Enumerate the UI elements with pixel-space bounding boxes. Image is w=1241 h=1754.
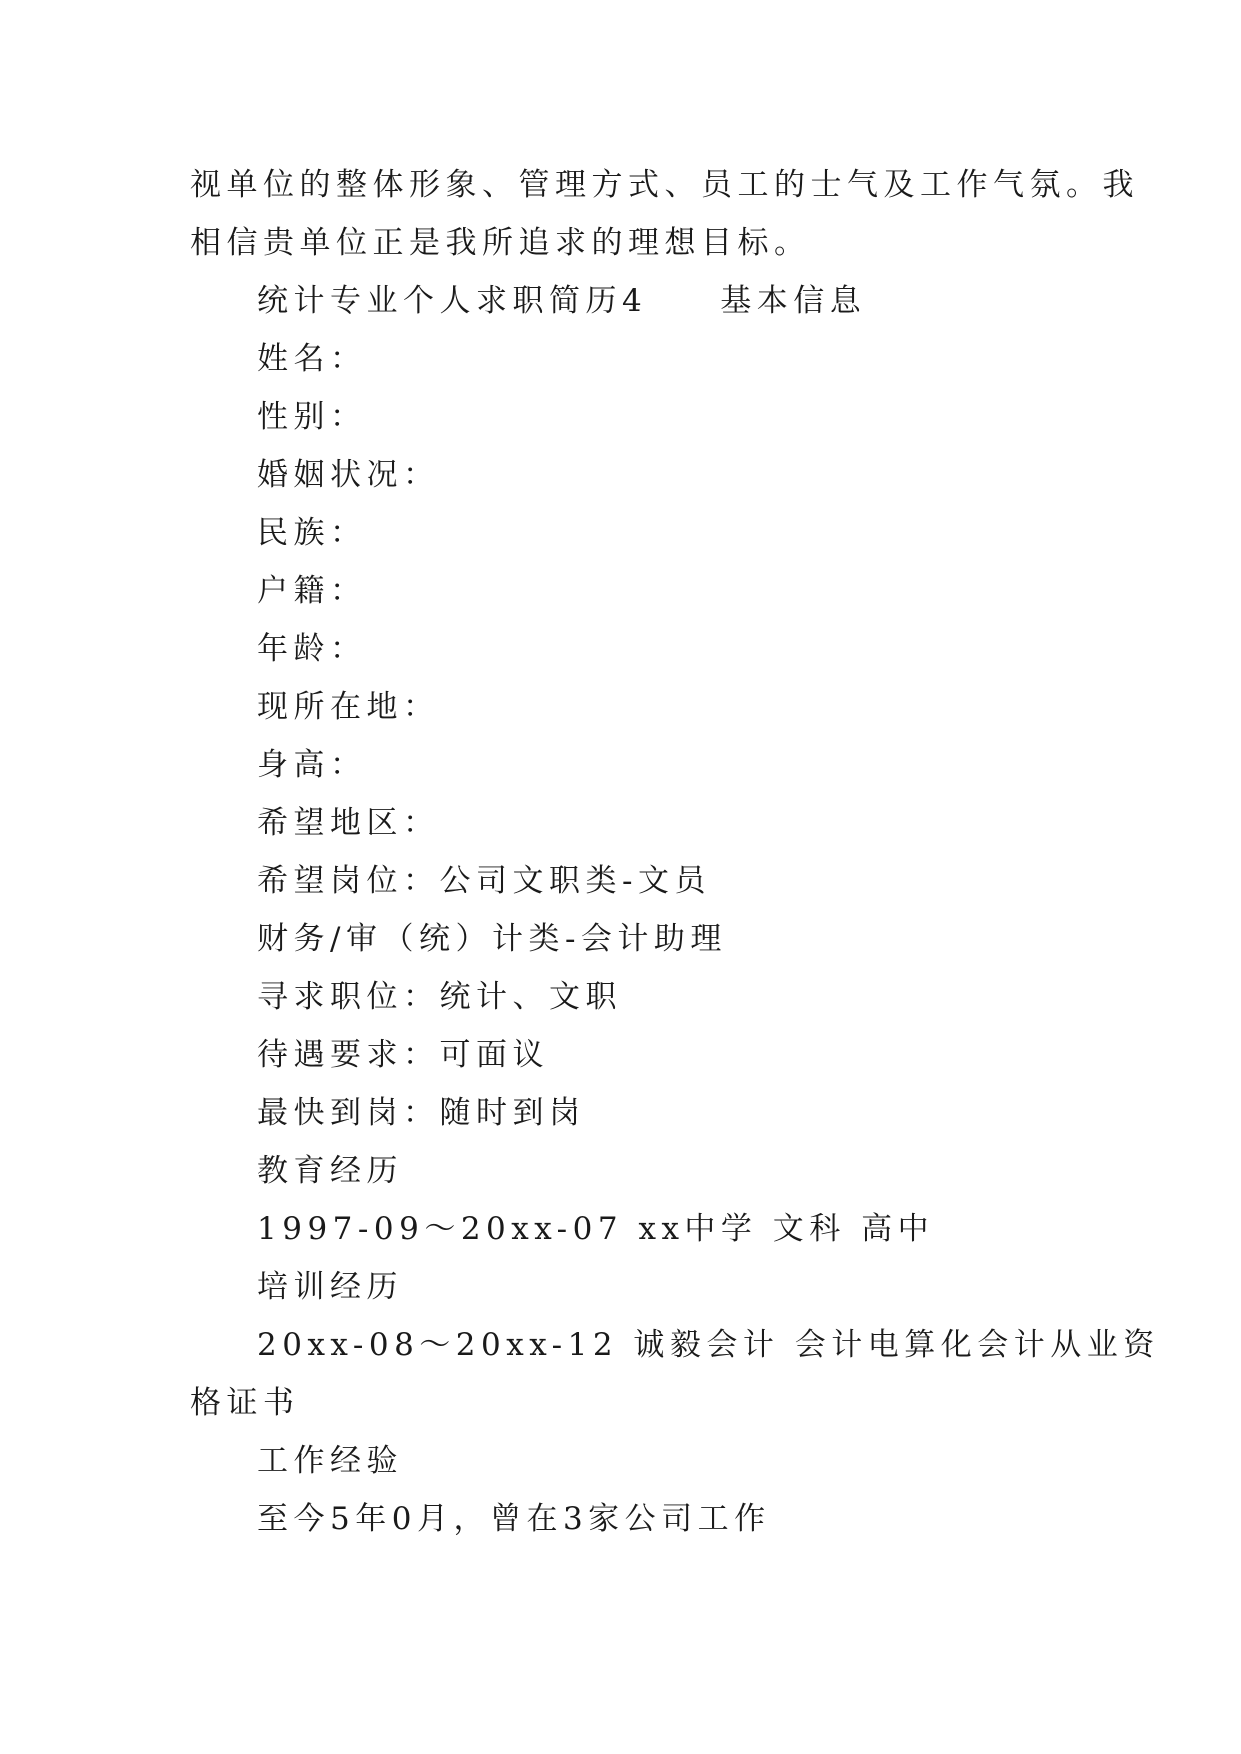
field-desired-position-2: 财务/审（统）计类-会计助理 xyxy=(257,921,727,957)
field-ethnicity: 民族： xyxy=(257,515,367,551)
field-current-location: 现所在地： xyxy=(257,689,440,725)
field-job-sought: 寻求职位：统计、文职 xyxy=(257,979,622,1015)
training-entry: 20xx-08～20xx-12 诚毅会计 会计电算化会计从业资 xyxy=(257,1327,1160,1363)
field-household-registration: 户籍： xyxy=(257,573,367,609)
work-experience-summary: 至今5年0月，曾在3家公司工作 xyxy=(257,1501,771,1537)
field-marital-status: 婚姻状况： xyxy=(257,457,440,493)
section-education: 教育经历 xyxy=(257,1153,403,1189)
training-entry-continued: 格证书 xyxy=(190,1385,300,1421)
education-entry: 1997-09～20xx-07 xx中学 文科 高中 xyxy=(257,1211,935,1247)
section-training: 培训经历 xyxy=(257,1269,403,1305)
field-salary-requirement: 待遇要求：可面议 xyxy=(257,1037,549,1073)
paragraph-line: 视单位的整体形象、管理方式、员工的士气及工作气氛。我 xyxy=(190,167,1139,203)
field-desired-region: 希望地区： xyxy=(257,805,440,841)
field-name: 姓名： xyxy=(257,341,367,377)
field-age: 年龄： xyxy=(257,631,367,667)
field-gender: 性别： xyxy=(257,399,367,435)
section-work-experience: 工作经验 xyxy=(257,1443,403,1479)
field-desired-position: 希望岗位：公司文职类-文员 xyxy=(257,863,711,899)
field-height: 身高： xyxy=(257,747,367,783)
paragraph-line: 相信贵单位正是我所追求的理想目标。 xyxy=(190,225,811,261)
resume-heading: 统计专业个人求职简历4 基本信息 xyxy=(257,283,867,319)
field-earliest-start: 最快到岗：随时到岗 xyxy=(257,1095,586,1131)
